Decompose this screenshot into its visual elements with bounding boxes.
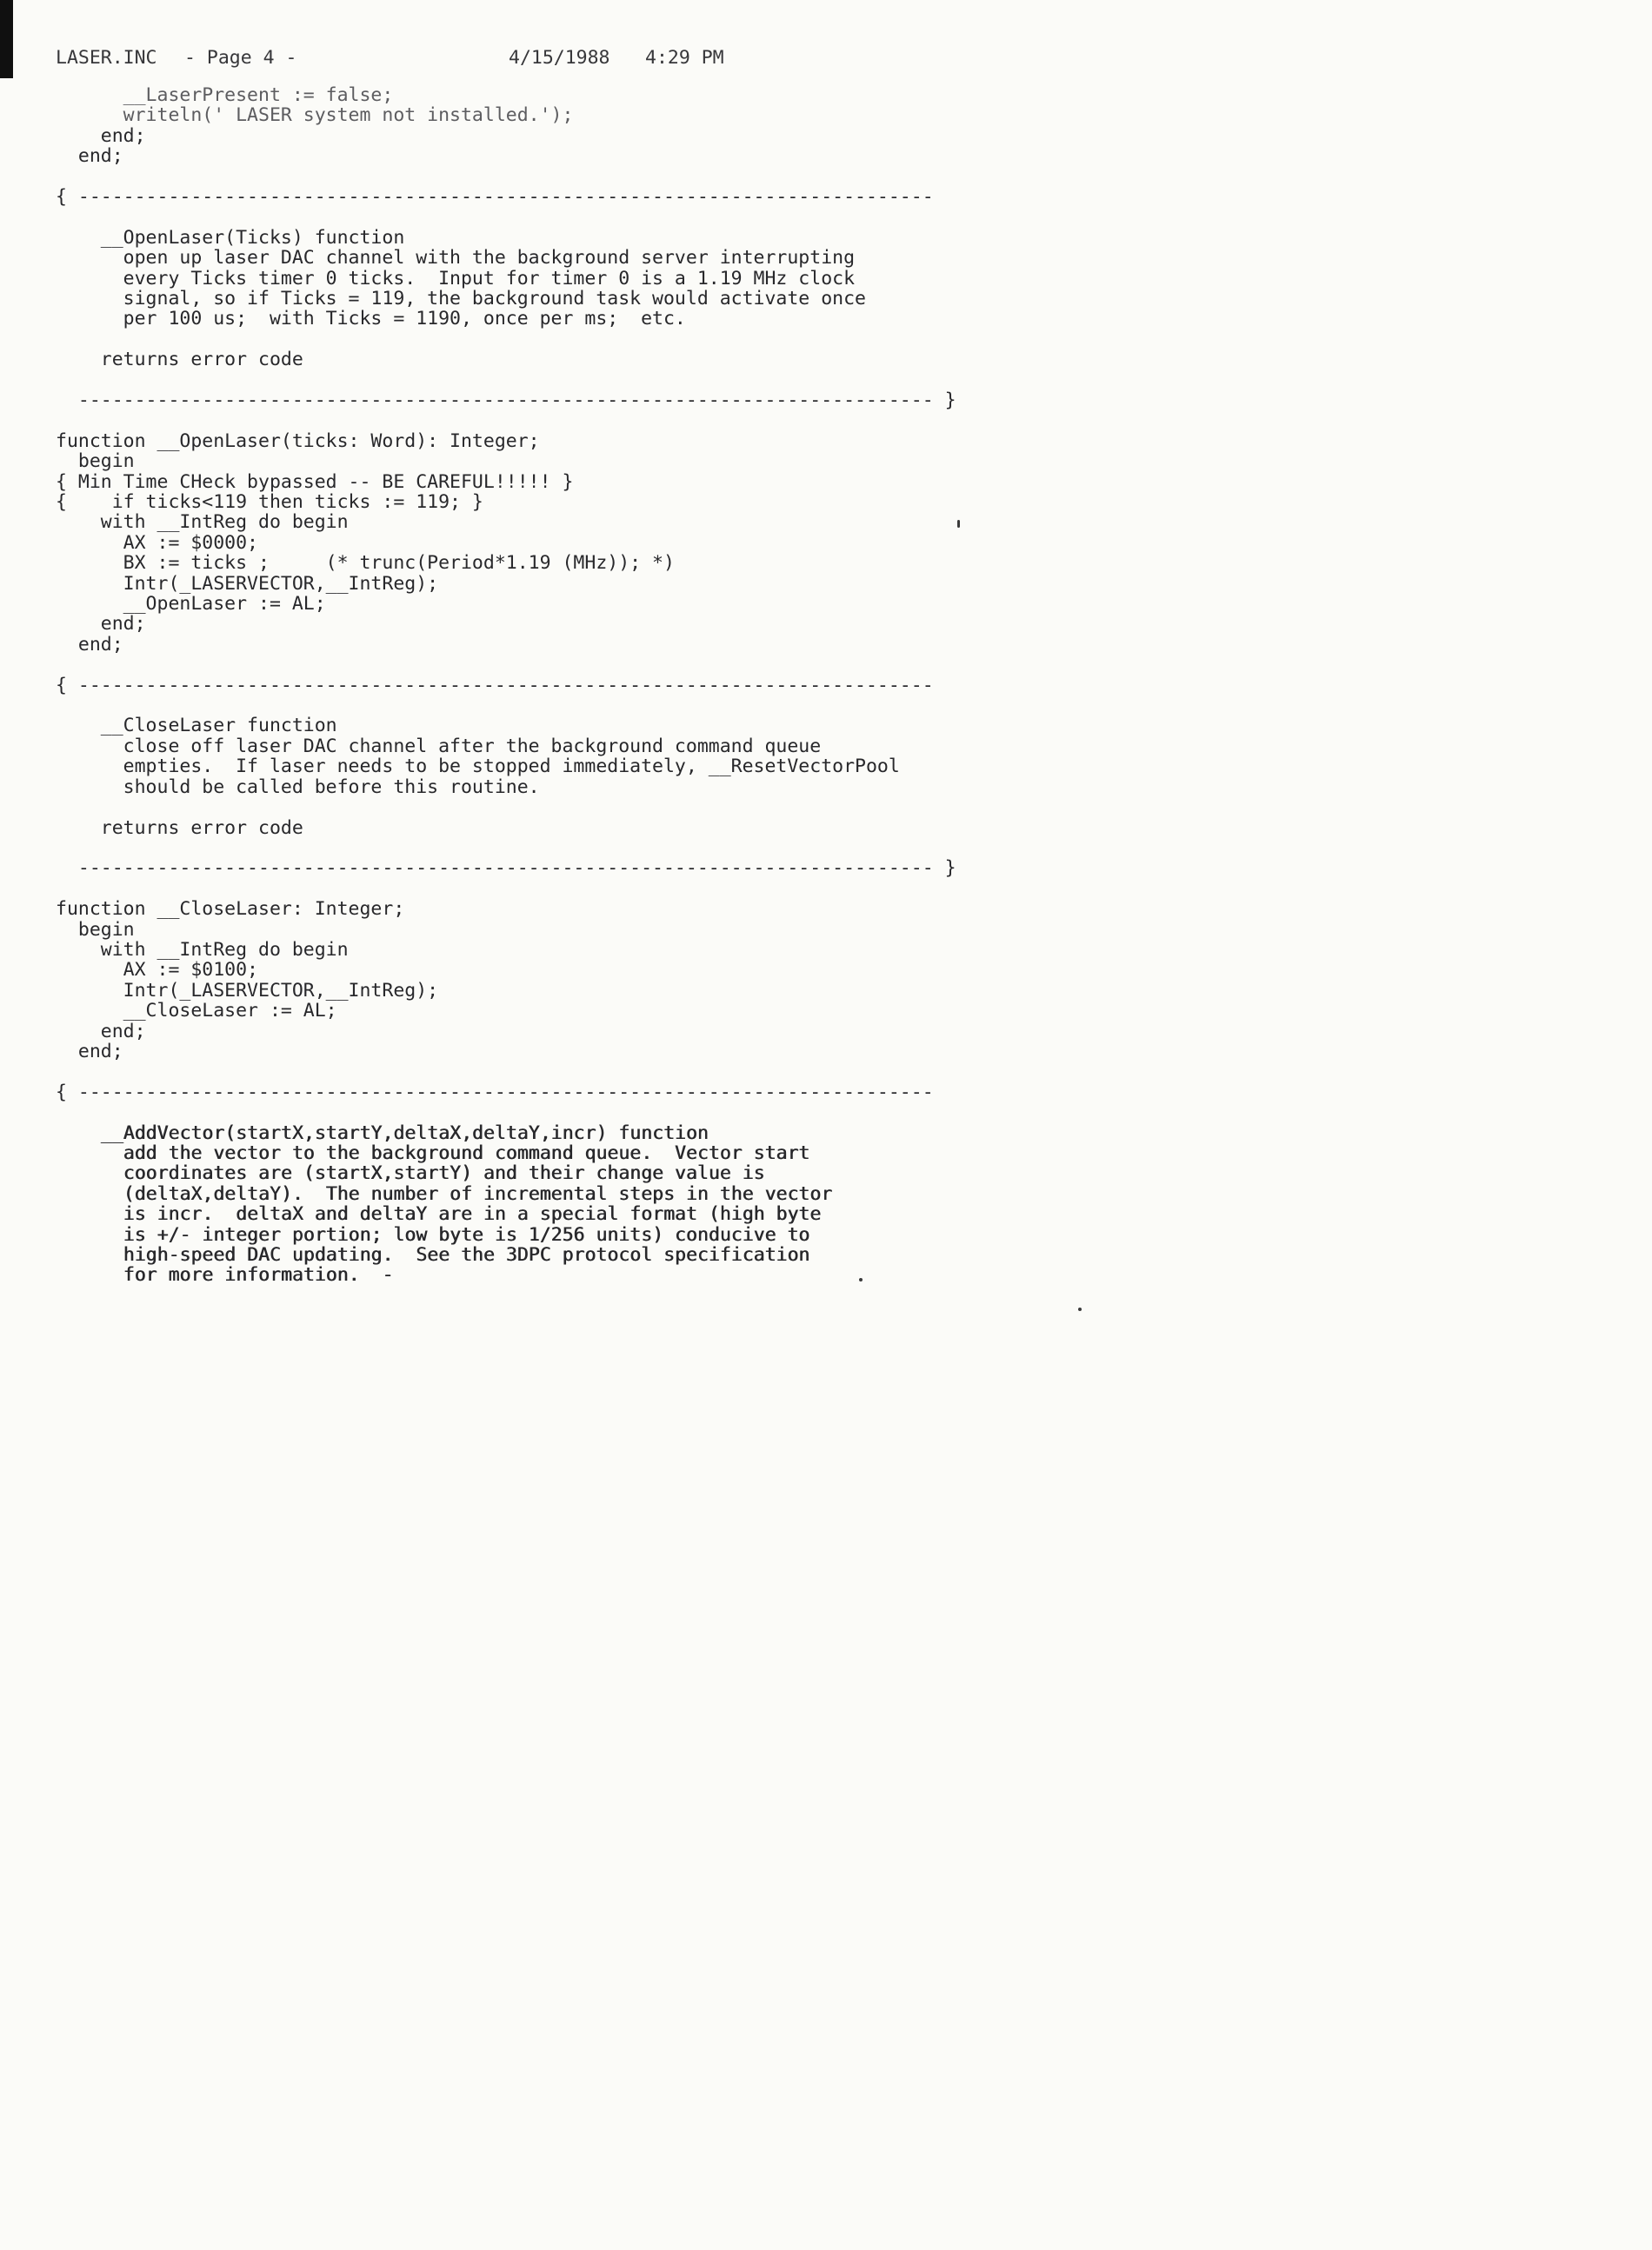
code-line: BX := ticks ; (* trunc(Period*1.19 (MHz)); *) xyxy=(56,552,675,575)
scan-speck xyxy=(957,520,960,528)
code-line: end; xyxy=(56,633,123,656)
scan-speck xyxy=(1078,1308,1082,1311)
code-line: writeln(' LASER system not installed.'); xyxy=(56,104,574,127)
code-line: __CloseLaser function xyxy=(56,715,337,737)
code-line: __LaserPresent := false; xyxy=(56,84,394,106)
code-line: __CloseLaser := AL; xyxy=(56,1000,337,1022)
page-number-label: - Page 4 - xyxy=(184,47,297,69)
code-line: signal, so if Ticks = 119, the background task would activate once xyxy=(56,288,866,310)
code-line: AX := $0100; xyxy=(56,959,258,982)
code-line: { ---------------------------------------------------------------------------- xyxy=(56,674,934,696)
print-date: 4/15/1988 xyxy=(509,47,610,69)
code-line: Intr(_LASERVECTOR,__IntReg); xyxy=(56,979,439,1002)
page-header xyxy=(0,47,1652,70)
code-line xyxy=(56,330,956,349)
code-line: empties. If laser needs to be stopped immediately, __ResetVectorPool xyxy=(56,756,900,778)
code-line xyxy=(56,696,956,716)
code-line: ---------------------------------------------------------------------------- } xyxy=(56,389,956,412)
code-line: end; xyxy=(56,1040,123,1062)
code-line: coordinates are (startX,startY) and their change value is xyxy=(56,1162,765,1185)
code-line: begin xyxy=(56,450,135,473)
code-line: Intr(_LASERVECTOR,__IntReg); xyxy=(56,572,439,595)
code-line: __OpenLaser := AL; xyxy=(56,593,326,616)
code-line: is +/- integer portion; low byte is 1/256 units) conducive to xyxy=(56,1223,810,1246)
code-line xyxy=(56,1102,956,1122)
code-line: close off laser DAC channel after the background command queue xyxy=(56,735,822,757)
code-line: AX := $0000; xyxy=(56,531,258,554)
code-line xyxy=(56,838,956,858)
code-line: end; xyxy=(56,613,146,636)
code-line: __AddVector(startX,startY,deltaX,deltaY,incr) function xyxy=(56,1122,709,1144)
print-time: 4:29 PM xyxy=(645,47,724,69)
code-line: every Ticks timer 0 ticks. Input for timer 0 is a 1.19 MHz clock xyxy=(56,267,856,290)
code-line: ---------------------------------------------------------------------------- } xyxy=(56,857,956,880)
code-line: begin xyxy=(56,918,135,941)
code-line: function __OpenLaser(ticks: Word): Integer; xyxy=(56,429,540,452)
code-line: with __IntReg do begin xyxy=(56,938,349,961)
code-line: end; xyxy=(56,145,123,168)
code-line xyxy=(56,410,956,430)
code-line: { Min Time CHeck bypassed -- BE CAREFUL!!!!! } xyxy=(56,470,574,493)
code-line: add the vector to the background command queue. Vector start xyxy=(56,1142,810,1164)
code-line: high-speed DAC updating. See the 3DPC protocol specification xyxy=(56,1243,810,1266)
code-line: { ---------------------------------------------------------------------------- xyxy=(56,1081,934,1103)
code-line: is incr. deltaX and deltaY are in a special format (high byte xyxy=(56,1203,822,1226)
code-line xyxy=(56,655,956,675)
code-line xyxy=(56,797,956,817)
code-line xyxy=(56,370,956,390)
code-line: returns error code xyxy=(56,816,303,839)
source-code-listing xyxy=(56,85,956,1286)
code-line xyxy=(56,879,956,899)
code-line: { ---------------------------------------------------------------------------- xyxy=(56,186,934,209)
code-line: function __CloseLaser: Integer; xyxy=(56,898,405,921)
code-line xyxy=(56,207,956,227)
document-filename: LASER.INC xyxy=(56,47,157,69)
code-line: open up laser DAC channel with the background server interrupting xyxy=(56,247,856,270)
code-line: returns error code xyxy=(56,349,303,371)
code-line xyxy=(56,1062,956,1082)
code-line: (deltaX,deltaY). The number of incremental steps in the vector xyxy=(56,1182,833,1205)
code-line: __OpenLaser(Ticks) function xyxy=(56,226,405,249)
code-line: per 100 us; with Ticks = 1190, once per ms; etc. xyxy=(56,308,686,330)
code-line: { if ticks<119 then ticks := 119; } xyxy=(56,491,483,514)
code-line: end; xyxy=(56,124,146,147)
code-line xyxy=(56,167,956,187)
code-line: should be called before this routine. xyxy=(56,776,540,798)
code-line: end; xyxy=(56,1020,146,1042)
code-line: for more information. - xyxy=(56,1264,394,1287)
code-line: with __IntReg do begin xyxy=(56,511,349,534)
